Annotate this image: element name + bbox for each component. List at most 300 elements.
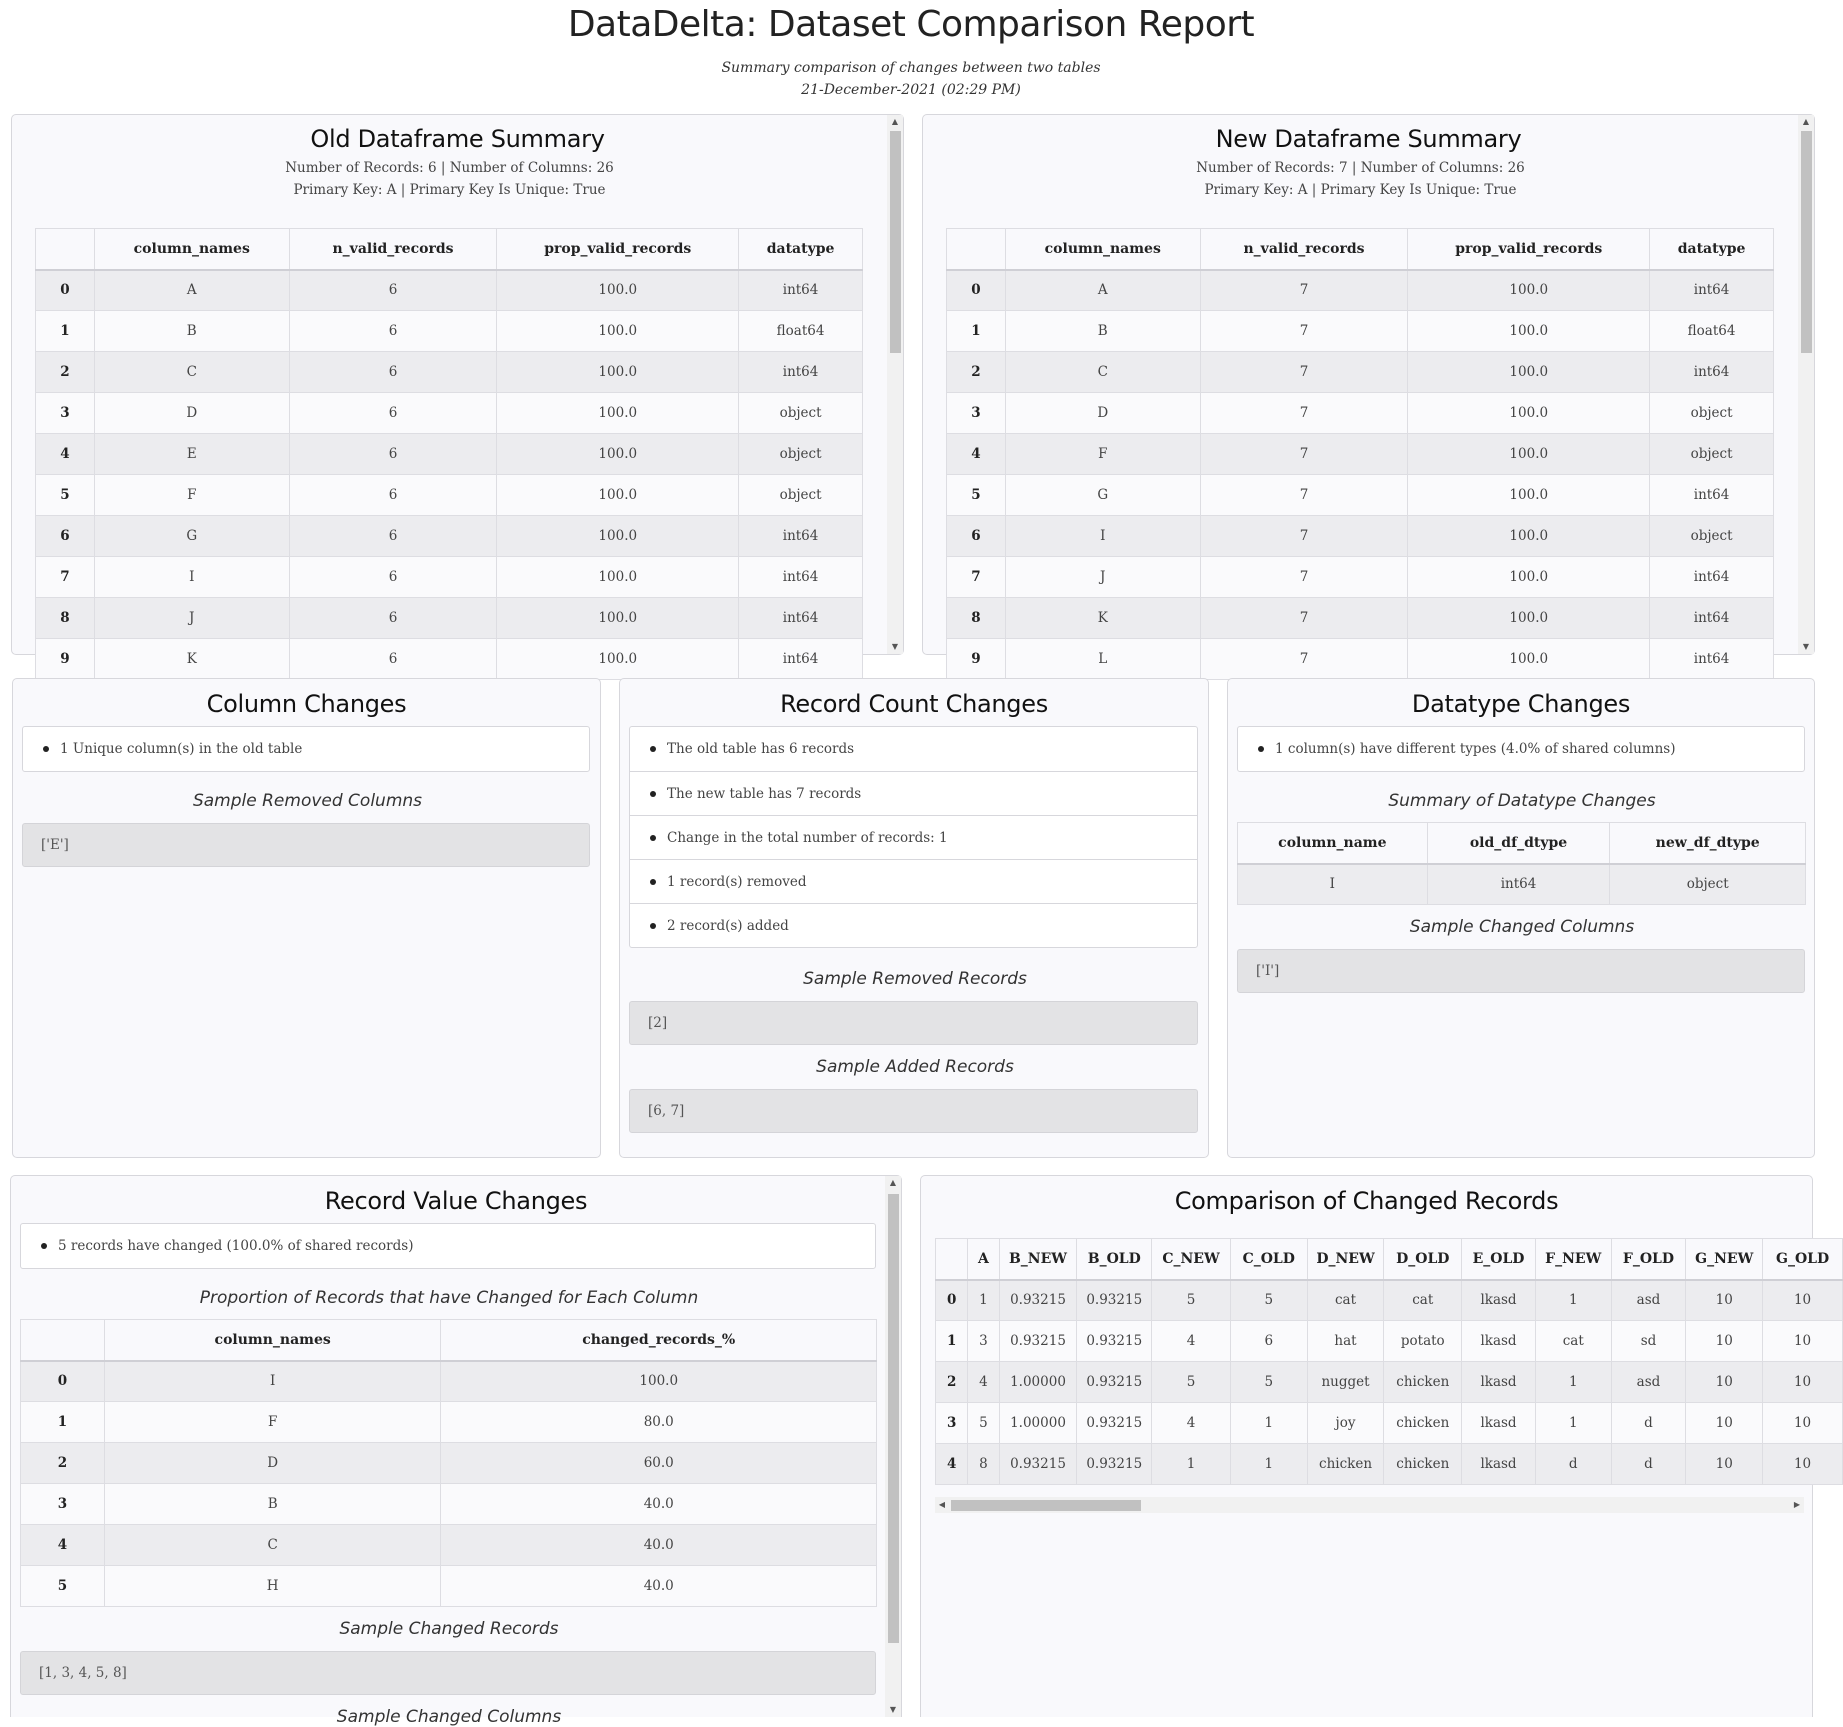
- table-cell: 0.93215: [1077, 1321, 1152, 1362]
- table-cell: A: [94, 270, 289, 311]
- report-title: DataDelta: Dataset Comparison Report: [567, 4, 1255, 45]
- table-row: [36, 434, 863, 475]
- row-index: 1: [21, 1402, 105, 1443]
- table-row: [21, 1525, 877, 1566]
- changed-proportion-table: [20, 1319, 877, 1607]
- table-row: [36, 516, 863, 557]
- table-cell: I: [1238, 864, 1428, 905]
- panel-meta: [12, 157, 887, 201]
- table-row: [1238, 864, 1806, 905]
- table-cell: 7: [1200, 598, 1408, 639]
- table-cell: F: [1005, 434, 1200, 475]
- old-summary-table: [35, 228, 863, 680]
- list-item: The new table has 7 records: [630, 771, 1197, 815]
- section-label: Proportion of Records that have Changed for Each Column: [199, 1288, 699, 1308]
- scroll-down-icon[interactable]: ▼: [1802, 642, 1810, 651]
- row-index: 4: [936, 1444, 968, 1485]
- table-cell: int64: [1650, 475, 1774, 516]
- column-header: prop_valid_records: [497, 229, 739, 270]
- table-row: [21, 1443, 877, 1484]
- primary-key-info: Primary Key: A | Primary Key Is Unique: True: [293, 182, 606, 198]
- table-cell: 5: [1230, 1362, 1307, 1403]
- row-index: 8: [36, 598, 95, 639]
- removed-columns-value: ['E']: [22, 823, 590, 867]
- list-item: 1 record(s) removed: [630, 859, 1197, 903]
- table-cell: C: [1005, 352, 1200, 393]
- new-summary-panel[interactable]: [922, 114, 1815, 667]
- table-cell: 10: [1686, 1403, 1763, 1444]
- table-cell: 10: [1763, 1321, 1843, 1362]
- table-cell: 100.0: [1408, 557, 1650, 598]
- table-row: [21, 1402, 877, 1443]
- table-cell: 3: [968, 1321, 999, 1362]
- column-header: n_valid_records: [289, 229, 497, 270]
- table-cell: lkasd: [1462, 1444, 1536, 1485]
- table-row: [947, 598, 1774, 639]
- table-cell: 7: [1200, 311, 1408, 352]
- table-cell: 100.0: [1408, 311, 1650, 352]
- table-cell: 100.0: [497, 475, 739, 516]
- table-row: [36, 598, 863, 639]
- table-row: [947, 311, 1774, 352]
- table-cell: int64: [1650, 270, 1774, 311]
- section-label: Sample Removed Columns: [192, 791, 423, 811]
- table-cell: lkasd: [1462, 1280, 1536, 1321]
- table-cell: int64: [1427, 864, 1610, 905]
- list-item: 1 Unique column(s) in the old table: [23, 727, 589, 771]
- table-cell: 100.0: [497, 352, 739, 393]
- column-header: changed_records_%: [441, 1320, 877, 1361]
- record-column-count: Number of Records: 6 | Number of Columns: 26: [285, 160, 614, 176]
- table-cell: 5: [1152, 1280, 1231, 1321]
- table-cell: J: [94, 598, 289, 639]
- table-cell: 100.0: [1408, 393, 1650, 434]
- column-header: F_OLD: [1611, 1239, 1686, 1280]
- table-cell: A: [1005, 270, 1200, 311]
- column-header: G_NEW: [1686, 1239, 1763, 1280]
- record-count-list: [629, 726, 1198, 948]
- table-cell: 100.0: [497, 393, 739, 434]
- table-cell: 6: [289, 557, 497, 598]
- table-row: [36, 311, 863, 352]
- list-item: 1 column(s) have different types (4.0% of shared columns): [1238, 727, 1804, 771]
- datatype-changes-panel: [1227, 678, 1815, 1158]
- table-cell: 4: [1152, 1321, 1231, 1362]
- column-header: A: [968, 1239, 999, 1280]
- table-cell: lkasd: [1462, 1403, 1536, 1444]
- section-label: Sample Changed Columns: [1409, 917, 1635, 937]
- table-cell: 1.00000: [999, 1362, 1077, 1403]
- table-cell: 10: [1763, 1444, 1843, 1485]
- report-header: [0, 0, 1822, 101]
- table-cell: 40.0: [441, 1566, 877, 1607]
- column-header: column_names: [1005, 229, 1200, 270]
- table-cell: 7: [1200, 352, 1408, 393]
- table-cell: C: [94, 352, 289, 393]
- row-index: 9: [947, 639, 1006, 680]
- row-index: 4: [947, 434, 1006, 475]
- column-header: G_OLD: [1763, 1239, 1843, 1280]
- row-index: 2: [947, 352, 1006, 393]
- table-cell: 7: [1200, 393, 1408, 434]
- table-row: [947, 434, 1774, 475]
- column-header: D_NEW: [1307, 1239, 1384, 1280]
- column-header: [947, 229, 1006, 270]
- table-cell: 1: [1230, 1444, 1307, 1485]
- table-cell: 7: [1200, 434, 1408, 475]
- table-cell: 1: [1535, 1362, 1611, 1403]
- row-index: 3: [36, 393, 95, 434]
- row-index: 5: [947, 475, 1006, 516]
- table-cell: 7: [1200, 639, 1408, 680]
- row-index: 2: [936, 1362, 968, 1403]
- scroll-up-icon[interactable]: ▲: [1802, 117, 1810, 126]
- table-header-row: [936, 1239, 1843, 1280]
- table-cell: cat: [1535, 1321, 1611, 1362]
- panel-title: Old Dataframe Summary: [310, 125, 605, 153]
- changed-records-value: [1, 3, 4, 5, 8]: [20, 1651, 876, 1695]
- table-cell: object: [739, 475, 863, 516]
- table-cell: 100.0: [1408, 598, 1650, 639]
- table-cell: 0.93215: [999, 1321, 1077, 1362]
- table-cell: 100.0: [497, 639, 739, 680]
- row-index: 0: [36, 270, 95, 311]
- table-cell: float64: [739, 311, 863, 352]
- scrollbar-thumb[interactable]: [1801, 131, 1812, 353]
- scroll-left-icon[interactable]: ◀: [938, 1500, 946, 1509]
- table-cell: 6: [289, 270, 497, 311]
- table-cell: int64: [739, 598, 863, 639]
- table-cell: 10: [1763, 1362, 1843, 1403]
- column-header: D_OLD: [1384, 1239, 1462, 1280]
- table-cell: K: [94, 639, 289, 680]
- column-header: column_name: [1238, 823, 1428, 864]
- table-cell: int64: [739, 352, 863, 393]
- table-cell: 5: [1230, 1280, 1307, 1321]
- table-cell: 1: [1230, 1403, 1307, 1444]
- scroll-down-icon[interactable]: ▼: [889, 1705, 897, 1714]
- table-cell: 100.0: [1408, 475, 1650, 516]
- table-cell: 10: [1763, 1280, 1843, 1321]
- table-cell: 10: [1686, 1280, 1763, 1321]
- row-index: 3: [21, 1484, 105, 1525]
- panel-title: Record Count Changes: [780, 690, 1048, 718]
- column-header: E_OLD: [1462, 1239, 1536, 1280]
- table-cell: E: [94, 434, 289, 475]
- row-index: 0: [936, 1280, 968, 1321]
- table-row: [36, 393, 863, 434]
- table-cell: D: [104, 1443, 441, 1484]
- table-cell: 7: [1200, 270, 1408, 311]
- panel-title: Datatype Changes: [1411, 690, 1631, 718]
- table-row: [947, 270, 1774, 311]
- scrollbar-thumb[interactable]: [890, 131, 901, 353]
- scroll-up-icon[interactable]: ▲: [891, 117, 899, 126]
- table-cell: object: [1650, 393, 1774, 434]
- table-cell: 10: [1686, 1444, 1763, 1485]
- table-cell: 1.00000: [999, 1403, 1077, 1444]
- table-cell: 5: [1152, 1362, 1231, 1403]
- table-cell: 1: [1152, 1444, 1231, 1485]
- table-cell: 100.0: [1408, 434, 1650, 475]
- table-cell: joy: [1307, 1403, 1384, 1444]
- table-row: [947, 639, 1774, 680]
- table-cell: int64: [1650, 352, 1774, 393]
- panel-meta: [923, 157, 1798, 201]
- table-cell: 1: [1535, 1280, 1611, 1321]
- table-cell: H: [104, 1566, 441, 1607]
- column-header: C_NEW: [1152, 1239, 1231, 1280]
- column-header: n_valid_records: [1200, 229, 1408, 270]
- record-value-changes-panel[interactable]: [10, 1175, 902, 1727]
- table-cell: int64: [739, 639, 863, 680]
- table-cell: int64: [739, 557, 863, 598]
- record-value-list: [20, 1223, 876, 1269]
- table-cell: 10: [1686, 1362, 1763, 1403]
- row-index: 3: [947, 393, 1006, 434]
- table-cell: 7: [1200, 516, 1408, 557]
- row-index: 9: [36, 639, 95, 680]
- added-records-value: [6, 7]: [629, 1089, 1198, 1133]
- table-cell: 7: [1200, 475, 1408, 516]
- row-index: 6: [947, 516, 1006, 557]
- table-cell: K: [1005, 598, 1200, 639]
- table-row: [36, 475, 863, 516]
- table-cell: potato: [1384, 1321, 1462, 1362]
- row-index: 7: [947, 557, 1006, 598]
- removed-records-value: [2]: [629, 1001, 1198, 1045]
- table-header-row: [21, 1320, 877, 1361]
- panel-title: Record Value Changes: [324, 1187, 588, 1215]
- list-item: The old table has 6 records: [630, 727, 1197, 771]
- table-cell: B: [104, 1484, 441, 1525]
- table-cell: 100.0: [1408, 270, 1650, 311]
- table-cell: d: [1535, 1444, 1611, 1485]
- table-row: [936, 1362, 1843, 1403]
- column-header: new_df_dtype: [1610, 823, 1806, 864]
- column-header: prop_valid_records: [1408, 229, 1650, 270]
- vertical-scrollbar[interactable]: [887, 115, 903, 654]
- column-header: B_OLD: [1077, 1239, 1152, 1280]
- table-cell: cat: [1307, 1280, 1384, 1321]
- list-item: 2 record(s) added: [630, 903, 1197, 947]
- table-row: [936, 1403, 1843, 1444]
- table-row: [947, 352, 1774, 393]
- row-index: 6: [36, 516, 95, 557]
- table-cell: 40.0: [441, 1484, 877, 1525]
- report-subtitle: [0, 57, 1822, 101]
- table-row: [936, 1444, 1843, 1485]
- changed-records-comparison-panel: [920, 1175, 1830, 1717]
- table-row: [21, 1566, 877, 1607]
- table-header-row: [36, 229, 863, 270]
- table-header-row: [1238, 823, 1806, 864]
- row-index: 4: [21, 1525, 105, 1566]
- table-cell: object: [739, 434, 863, 475]
- table-cell: 7: [1200, 557, 1408, 598]
- column-changes-list: [22, 726, 590, 772]
- table-cell: hat: [1307, 1321, 1384, 1362]
- record-count-changes-panel: [619, 678, 1209, 1158]
- table-cell: chicken: [1384, 1444, 1462, 1485]
- table-cell: chicken: [1307, 1444, 1384, 1485]
- table-cell: 6: [289, 393, 497, 434]
- table-cell: d: [1611, 1444, 1686, 1485]
- primary-key-info: Primary Key: A | Primary Key Is Unique: True: [1204, 182, 1517, 198]
- table-cell: 40.0: [441, 1525, 877, 1566]
- table-cell: 8: [968, 1444, 999, 1485]
- table-cell: 100.0: [1408, 352, 1650, 393]
- comparison-table-viewport[interactable]: [935, 1238, 1830, 1472]
- table-cell: object: [1610, 864, 1806, 905]
- table-cell: 10: [1686, 1321, 1763, 1362]
- record-column-count: Number of Records: 7 | Number of Columns: 26: [1196, 160, 1525, 176]
- row-index: 2: [36, 352, 95, 393]
- table-cell: I: [1005, 516, 1200, 557]
- table-cell: 4: [968, 1362, 999, 1403]
- row-index: 8: [947, 598, 1006, 639]
- column-header: [36, 229, 95, 270]
- table-cell: 1: [1535, 1403, 1611, 1444]
- table-cell: 100.0: [497, 516, 739, 557]
- horizontal-scrollbar[interactable]: [935, 1497, 1804, 1513]
- table-cell: object: [739, 393, 863, 434]
- table-cell: 60.0: [441, 1443, 877, 1484]
- report-datetime: 21-December-2021 (02:29 PM): [801, 82, 1021, 98]
- table-cell: D: [94, 393, 289, 434]
- panel-title: New Dataframe Summary: [1215, 125, 1522, 153]
- scrollbar-thumb[interactable]: [888, 1194, 899, 1643]
- column-header: [936, 1239, 968, 1280]
- vertical-scrollbar[interactable]: [1798, 115, 1814, 654]
- vertical-scrollbar[interactable]: [885, 1176, 901, 1717]
- table-cell: I: [104, 1361, 441, 1402]
- section-label: Sample Added Records: [816, 1057, 1014, 1077]
- row-index: 1: [947, 311, 1006, 352]
- table-cell: int64: [1650, 557, 1774, 598]
- table-cell: F: [104, 1402, 441, 1443]
- table-cell: 5: [968, 1403, 999, 1444]
- column-changes-panel: [12, 678, 601, 1158]
- table-header-row: [947, 229, 1774, 270]
- scrollbar-thumb[interactable]: [951, 1500, 1141, 1511]
- row-index: 2: [21, 1443, 105, 1484]
- section-label: Sample Changed Records: [339, 1619, 559, 1639]
- table-cell: asd: [1611, 1362, 1686, 1403]
- scroll-up-icon[interactable]: ▲: [889, 1178, 897, 1187]
- table-cell: d: [1611, 1403, 1686, 1444]
- table-row: [36, 639, 863, 680]
- column-header: old_df_dtype: [1427, 823, 1610, 864]
- table-cell: 6: [289, 598, 497, 639]
- changed-columns-value: ['I']: [1237, 949, 1805, 993]
- row-index: 7: [36, 557, 95, 598]
- table-cell: 0.93215: [1077, 1280, 1152, 1321]
- row-index: 5: [21, 1566, 105, 1607]
- table-row: [947, 393, 1774, 434]
- datatype-changes-list: [1237, 726, 1805, 772]
- column-header: F_NEW: [1535, 1239, 1611, 1280]
- table-cell: 100.0: [497, 557, 739, 598]
- table-cell: I: [94, 557, 289, 598]
- old-summary-panel[interactable]: [11, 114, 904, 667]
- row-index: 0: [947, 270, 1006, 311]
- table-cell: L: [1005, 639, 1200, 680]
- table-cell: B: [1005, 311, 1200, 352]
- table-cell: 6: [289, 639, 497, 680]
- column-header: C_OLD: [1230, 1239, 1307, 1280]
- table-cell: 0.93215: [1077, 1403, 1152, 1444]
- table-cell: chicken: [1384, 1403, 1462, 1444]
- table-cell: 10: [1763, 1403, 1843, 1444]
- column-header: column_names: [104, 1320, 441, 1361]
- table-cell: chicken: [1384, 1362, 1462, 1403]
- row-index: 5: [36, 475, 95, 516]
- table-cell: int64: [739, 516, 863, 557]
- scroll-down-icon[interactable]: ▼: [891, 642, 899, 651]
- table-cell: 100.0: [497, 598, 739, 639]
- table-cell: 0.93215: [999, 1444, 1077, 1485]
- column-header: [21, 1320, 105, 1361]
- table-cell: lkasd: [1462, 1362, 1536, 1403]
- row-index: 1: [936, 1321, 968, 1362]
- table-cell: 100.0: [1408, 639, 1650, 680]
- table-row: [36, 557, 863, 598]
- table-cell: cat: [1384, 1280, 1462, 1321]
- table-cell: 6: [289, 434, 497, 475]
- section-label: Sample Changed Columns: [336, 1707, 562, 1727]
- row-index: 1: [36, 311, 95, 352]
- table-cell: int64: [1650, 639, 1774, 680]
- table-cell: G: [1005, 475, 1200, 516]
- list-item: 5 records have changed (100.0% of shared records): [21, 1224, 875, 1268]
- table-cell: 100.0: [497, 311, 739, 352]
- table-row: [21, 1484, 877, 1525]
- table-cell: G: [94, 516, 289, 557]
- table-row: [947, 516, 1774, 557]
- table-row: [936, 1321, 1843, 1362]
- column-header: B_NEW: [999, 1239, 1077, 1280]
- table-cell: asd: [1611, 1280, 1686, 1321]
- table-cell: J: [1005, 557, 1200, 598]
- panel-title: Column Changes: [206, 690, 407, 718]
- table-cell: object: [1650, 434, 1774, 475]
- table-cell: sd: [1611, 1321, 1686, 1362]
- table-cell: 6: [289, 475, 497, 516]
- table-cell: 6: [289, 311, 497, 352]
- table-cell: 100.0: [497, 270, 739, 311]
- table-cell: 1: [968, 1280, 999, 1321]
- scroll-right-icon[interactable]: ▶: [1793, 1500, 1801, 1509]
- table-cell: 6: [289, 516, 497, 557]
- table-cell: 100.0: [1408, 516, 1650, 557]
- table-row: [947, 557, 1774, 598]
- section-label: Sample Removed Records: [803, 969, 1027, 989]
- panel-title: Comparison of Changed Records: [1174, 1187, 1559, 1215]
- table-row: [936, 1280, 1843, 1321]
- datatype-changes-table: [1237, 822, 1806, 905]
- table-cell: D: [1005, 393, 1200, 434]
- section-label: Summary of Datatype Changes: [1388, 791, 1656, 811]
- table-cell: F: [94, 475, 289, 516]
- table-cell: 100.0: [441, 1361, 877, 1402]
- table-cell: C: [104, 1525, 441, 1566]
- table-cell: float64: [1650, 311, 1774, 352]
- row-index: 0: [21, 1361, 105, 1402]
- table-row: [36, 352, 863, 393]
- row-index: 3: [936, 1403, 968, 1444]
- table-row: [947, 475, 1774, 516]
